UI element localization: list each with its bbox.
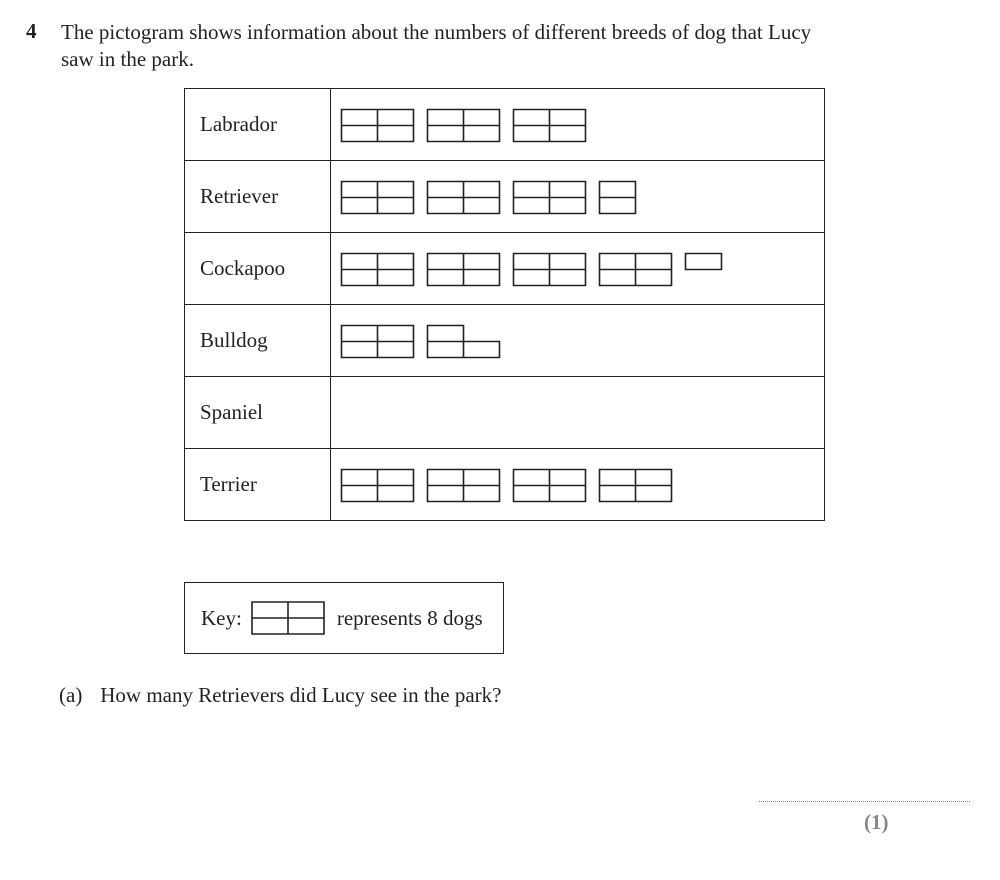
breed-label: Labrador [185,89,331,161]
symbol-row-svg [339,105,819,145]
breed-symbols [331,89,825,161]
answer-line[interactable] [759,801,970,802]
breed-symbols [331,449,825,521]
pictogram-row [185,305,825,377]
key-box [184,582,504,654]
pictogram-symbol [428,253,500,285]
question-text: The pictogram shows information about the numbers of different breeds of dog that Lucy saw in the park. [61,20,812,71]
pictogram-row [185,161,825,233]
pictogram-symbol [514,181,586,213]
pictogram-symbol [342,181,414,213]
key-text: represents 8 dogs [336,605,483,630]
breed-label: Cockapoo [185,233,331,305]
key-label: Key: [201,605,242,630]
pictogram-symbol [428,469,500,501]
pictogram-symbol [342,109,414,141]
pictogram-symbol [514,109,586,141]
pictogram-table [184,88,825,521]
pictogram-row [185,89,825,161]
pictogram-symbol [514,469,586,501]
question-number: 4 [26,19,37,43]
breed-symbols [331,305,825,377]
key-symbol-icon [251,601,325,635]
symbol-row-svg [339,249,819,289]
breed-symbols [331,377,825,449]
pictogram-symbol [342,325,414,357]
pictogram-symbol [686,253,722,269]
part-a-question [59,683,501,708]
pictogram-row [185,377,825,449]
pictogram-row [185,449,825,521]
pictogram-row [185,233,825,305]
pictogram-symbol [600,181,636,213]
pictogram-symbol [428,325,500,357]
breed-label: Terrier [185,449,331,521]
symbol-row-svg [339,321,819,361]
breed-label: Retriever [185,161,331,233]
pictogram-symbol [428,181,500,213]
pictogram-symbol [600,469,672,501]
breed-symbols [331,161,825,233]
pictogram-symbol [600,253,672,285]
symbol-row-svg [339,465,819,505]
breed-symbols [331,233,825,305]
pictogram-symbol [428,109,500,141]
key-symbol [252,602,324,634]
symbol-row-svg [339,177,819,217]
part-a-text: How many Retrievers did Lucy see in the park? [100,683,502,707]
pictogram-symbol [342,469,414,501]
breed-label: Spaniel [185,377,331,449]
symbol-row-svg [339,393,819,433]
pictogram-symbol [514,253,586,285]
part-a-marker: (a) [59,683,83,707]
pictogram-symbol [342,253,414,285]
breed-label: Bulldog [185,305,331,377]
marks-label: (1) [864,810,889,834]
